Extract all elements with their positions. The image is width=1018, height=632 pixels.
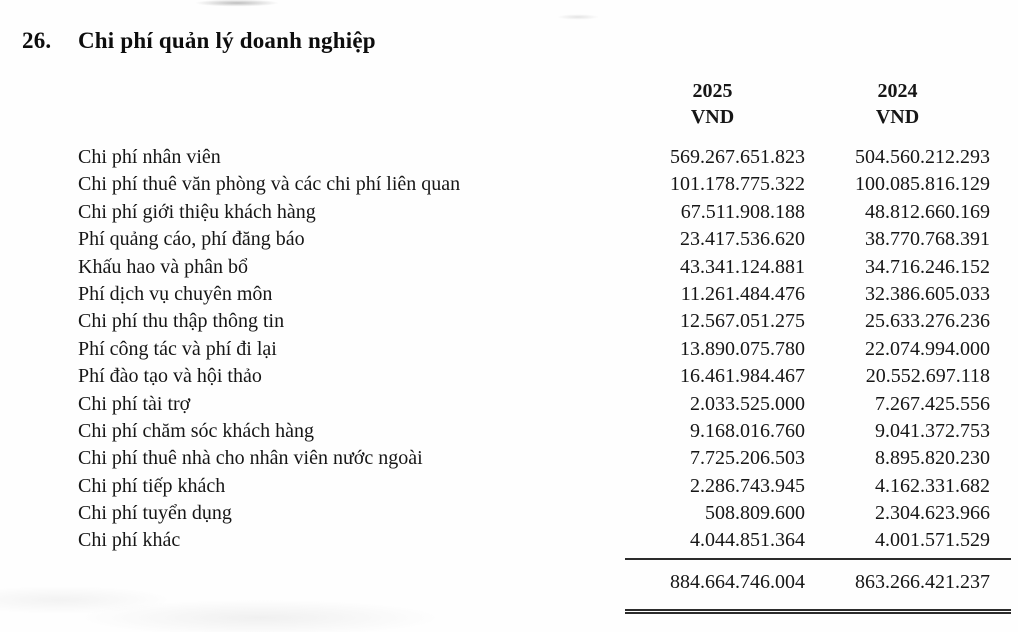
total-rule-top	[625, 558, 1011, 560]
table-header	[78, 78, 990, 130]
row-value-2025: 2.286.743.945	[690, 474, 805, 497]
total-rule-bottom	[625, 609, 1011, 614]
table-row	[78, 500, 990, 527]
table-row	[78, 418, 990, 445]
column-header-2025	[620, 78, 805, 130]
row-value-2025: 7.725.206.503	[690, 447, 805, 470]
row-value-2025: 9.168.016.760	[690, 419, 805, 442]
column-currency-2025: VND	[690, 106, 735, 128]
row-label: Khấu hao và phân bổ	[78, 255, 248, 278]
row-label: Chi phí thuê văn phòng và các chi phí liên quan	[78, 173, 461, 196]
section-title: Chi phí quản lý doanh nghiệp	[78, 28, 376, 53]
table-row	[78, 473, 990, 500]
table-row	[78, 391, 990, 418]
section-heading	[22, 28, 376, 54]
row-label: Chi phí chăm sóc khách hàng	[78, 419, 315, 442]
row-value-2024: 504.560.212.293	[855, 146, 990, 168]
row-value-2025: 11.261.484.476	[680, 282, 805, 305]
row-value-2024: 100.085.816.129	[855, 173, 990, 196]
row-label: Phí quảng cáo, phí đăng báo	[78, 228, 305, 251]
row-value-2024: 25.633.276.236	[865, 310, 990, 333]
row-value-2025: 2.033.525.000	[690, 392, 805, 415]
row-value-2024: 22.074.994.000	[865, 337, 990, 360]
column-header-2024	[805, 78, 990, 130]
row-value-2024: 48.812.660.169	[865, 200, 990, 223]
row-label: Chi phí thuê nhà cho nhân viên nước ngoài	[78, 447, 423, 470]
table-row	[78, 144, 990, 171]
row-label: Chi phí giới thiệu khách hàng	[78, 200, 316, 223]
row-label: Chi phí nhân viên	[78, 146, 221, 168]
table-row	[78, 445, 990, 472]
column-currency-2024: VND	[875, 106, 920, 128]
table-row	[78, 226, 990, 253]
column-year-2025: 2025	[692, 80, 733, 102]
total-value-2024: 863.266.421.237	[855, 570, 990, 593]
table-row	[78, 281, 990, 308]
table-row	[78, 308, 990, 335]
row-value-2024: 9.041.372.753	[875, 419, 990, 442]
row-value-2024: 34.716.246.152	[865, 255, 990, 278]
header-spacer	[78, 78, 620, 130]
table-row	[78, 363, 990, 390]
row-value-2024: 4.001.571.529	[875, 529, 990, 552]
expense-table	[78, 78, 990, 614]
section-number: 26.	[22, 28, 52, 53]
row-label: Chi phí khác	[78, 529, 181, 552]
row-value-2025: 12.567.051.275	[680, 310, 805, 333]
total-value-2025: 884.664.746.004	[670, 570, 805, 593]
total-row	[78, 569, 990, 596]
row-value-2025: 16.461.984.467	[680, 365, 805, 388]
row-value-2024: 32.386.605.033	[865, 282, 990, 305]
table-row	[78, 199, 990, 226]
table-row	[78, 336, 990, 363]
row-label: Chi phí tiếp khách	[78, 474, 226, 497]
row-label: Phí đào tạo và hội thảo	[78, 365, 262, 388]
row-value-2024: 2.304.623.966	[875, 502, 990, 525]
row-value-2024: 38.770.768.391	[865, 228, 990, 251]
row-value-2025: 4.044.851.364	[690, 529, 805, 552]
row-label: Chi phí thu thập thông tin	[78, 310, 285, 333]
table-row	[78, 254, 990, 281]
expense-rows	[78, 144, 990, 555]
row-value-2025: 569.267.651.823	[670, 146, 805, 168]
row-value-2024: 8.895.820.230	[875, 447, 990, 470]
table-row	[78, 171, 990, 198]
row-label: Phí dịch vụ chuyên môn	[78, 282, 273, 305]
row-value-2024: 20.552.697.118	[865, 365, 990, 388]
row-value-2025: 67.511.908.188	[680, 200, 805, 223]
row-label: Phí công tác và phí đi lại	[78, 337, 277, 360]
row-value-2025: 13.890.075.780	[680, 337, 805, 360]
column-year-2024: 2024	[877, 80, 918, 102]
row-value-2025: 101.178.775.322	[670, 173, 805, 196]
row-value-2025: 23.417.536.620	[680, 228, 805, 251]
row-value-2025: 508.809.600	[705, 502, 805, 525]
row-label: Chi phí tài trợ	[78, 392, 191, 415]
total-label-spacer	[78, 569, 620, 596]
row-value-2024: 7.267.425.556	[875, 392, 990, 415]
table-row	[78, 527, 990, 554]
row-label: Chi phí tuyển dụng	[78, 502, 232, 525]
row-value-2025: 43.341.124.881	[680, 255, 805, 278]
row-value-2024: 4.162.331.682	[875, 474, 990, 497]
